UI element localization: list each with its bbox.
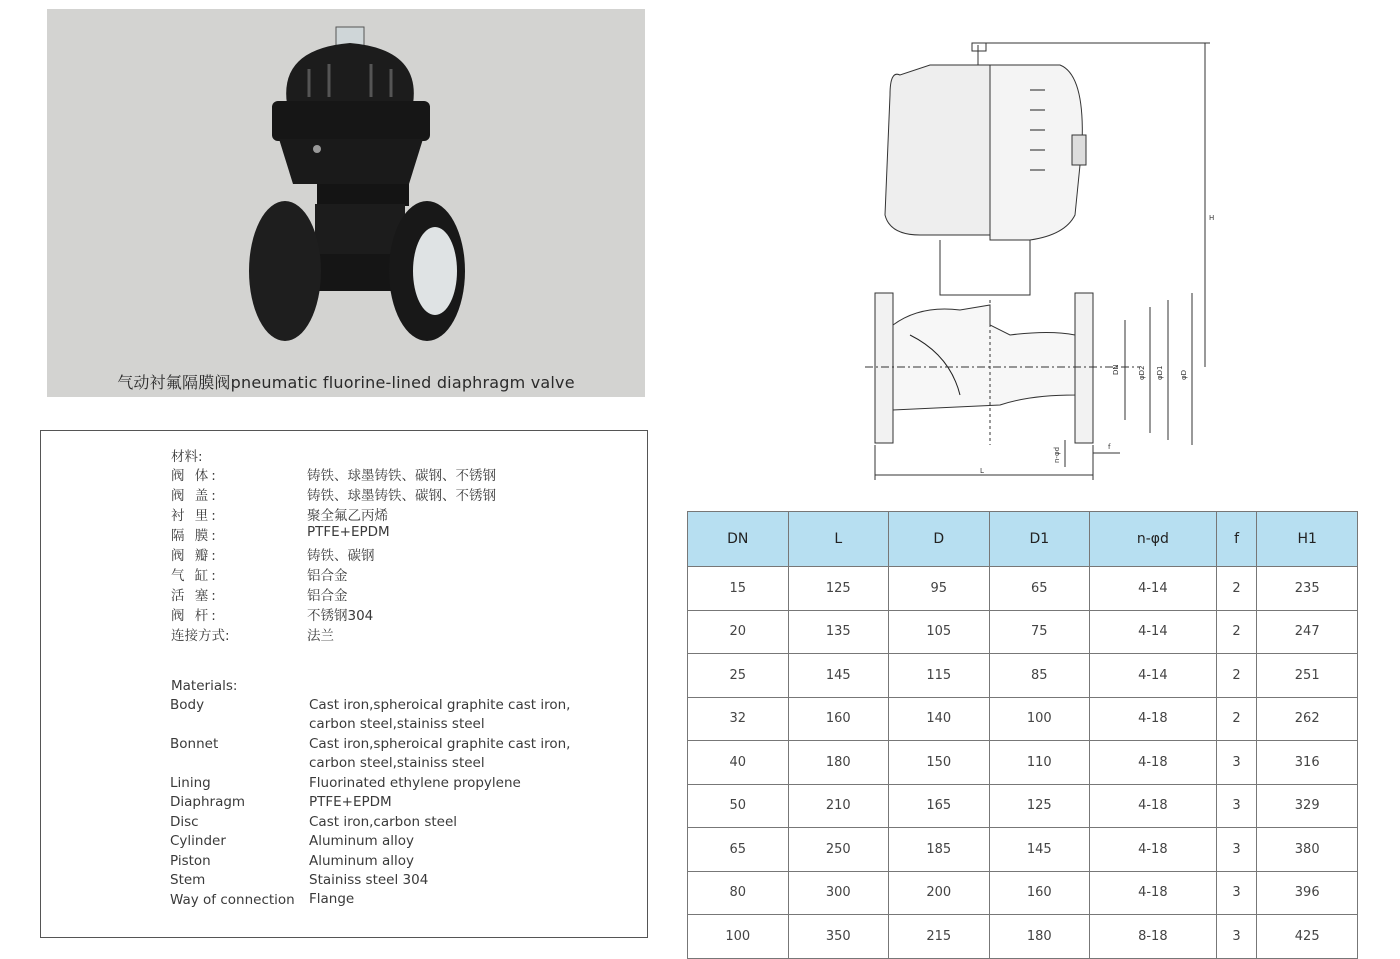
en-value: Stainiss steel 304 — [309, 872, 429, 888]
actuator-lower — [279, 139, 423, 184]
table-cell: 250 — [788, 828, 889, 872]
en-value-line2: carbon steel,stainiss steel — [309, 755, 485, 771]
cn-key: 阀 体: — [171, 468, 219, 484]
right-flange-drawing — [1075, 293, 1093, 443]
side-port — [1072, 135, 1086, 165]
en-value: Cast iron,spheroical graphite cast iron, — [309, 697, 571, 713]
table-cell: 145 — [788, 654, 889, 698]
table-cell: 140 — [889, 697, 990, 741]
cn-key: 阀 瓣: — [171, 548, 219, 564]
table-cell: 3 — [1216, 784, 1257, 828]
table-cell: 2 — [1216, 567, 1257, 611]
table-cell: 160 — [989, 871, 1090, 915]
table-cell: 3 — [1216, 741, 1257, 785]
table-cell: 4-14 — [1090, 610, 1217, 654]
table-cell: 125 — [989, 784, 1090, 828]
table-cell: 80 — [688, 871, 789, 915]
table-cell: 251 — [1257, 654, 1358, 698]
cn-value: 铸铁、球墨铸铁、碳钢、不锈钢 — [307, 488, 496, 504]
en-key: Cylinder — [170, 833, 226, 849]
table-cell: 135 — [788, 610, 889, 654]
en-value: Cast iron,spheroical graphite cast iron, — [309, 736, 571, 752]
header-h1: H1 — [1257, 512, 1358, 567]
cn-key: 隔 膜: — [171, 528, 219, 544]
actuator-section — [990, 65, 1082, 240]
cn-value: 铝合金 — [307, 568, 348, 584]
table-cell: 4-18 — [1090, 697, 1217, 741]
table-cell: 350 — [788, 915, 889, 959]
cn-key: 阀 杆: — [171, 608, 219, 624]
indicator — [972, 43, 986, 51]
table-cell: 75 — [989, 610, 1090, 654]
table-cell: 180 — [788, 741, 889, 785]
label-f: f — [1108, 443, 1111, 451]
table-cell: 160 — [788, 697, 889, 741]
table-row — [688, 654, 1358, 698]
table-cell: 2 — [1216, 654, 1257, 698]
valve-photo-illustration — [47, 9, 645, 397]
table-cell: 8-18 — [1090, 915, 1217, 959]
header-dn: DN — [688, 512, 789, 567]
product-photo-panel — [47, 9, 645, 397]
table-cell: 2 — [1216, 697, 1257, 741]
actuator-ring — [272, 101, 430, 141]
table-cell: 300 — [788, 871, 889, 915]
cn-value: 铝合金 — [307, 588, 348, 604]
photo-caption: 气动衬氟隔膜阀pneumatic fluorine-lined diaphragm valve — [117, 373, 575, 392]
table-cell: 210 — [788, 784, 889, 828]
table-cell: 2 — [1216, 610, 1257, 654]
left-flange — [249, 201, 321, 341]
table-row — [688, 741, 1358, 785]
table-cell: 262 — [1257, 697, 1358, 741]
cn-value: 法兰 — [307, 628, 334, 644]
table-cell: 4-18 — [1090, 784, 1217, 828]
en-value-line2: carbon steel,stainiss steel — [309, 716, 485, 732]
table-cell: 165 — [889, 784, 990, 828]
en-key: Bonnet — [170, 736, 219, 752]
cn-key: 活 塞: — [171, 588, 219, 604]
table-cell: 20 — [688, 610, 789, 654]
cn-value: 铸铁、球墨铸铁、碳钢、不锈钢 — [307, 468, 496, 484]
table-cell: 3 — [1216, 871, 1257, 915]
label-d2: φD2 — [1138, 365, 1146, 380]
table-cell: 110 — [989, 741, 1090, 785]
table-cell: 4-14 — [1090, 567, 1217, 611]
header-d1: D1 — [989, 512, 1090, 567]
ptfe-lining — [413, 227, 457, 315]
table-cell: 95 — [889, 567, 990, 611]
specification-table — [687, 511, 1358, 959]
table-cell: 3 — [1216, 915, 1257, 959]
en-value: Aluminum alloy — [309, 833, 415, 849]
table-cell: 380 — [1257, 828, 1358, 872]
en-key: Piston — [170, 853, 211, 869]
label-d1: φD1 — [1156, 365, 1164, 380]
table-cell: 100 — [688, 915, 789, 959]
table-row — [688, 697, 1358, 741]
table-cell: 215 — [889, 915, 990, 959]
cn-value: 不锈钢304 — [307, 608, 374, 624]
en-key: Body — [170, 697, 205, 713]
table-cell: 25 — [688, 654, 789, 698]
materials-box — [40, 430, 648, 938]
cn-key: 衬 里: — [171, 508, 219, 524]
cn-value: 铸铁、碳钢 — [307, 548, 375, 564]
actuator-dome — [286, 43, 414, 104]
table-cell: 396 — [1257, 871, 1358, 915]
table-cell: 235 — [1257, 567, 1358, 611]
header-d: D — [889, 512, 990, 567]
en-key: Stem — [170, 872, 206, 888]
table-cell: 3 — [1216, 828, 1257, 872]
table-cell: 145 — [989, 828, 1090, 872]
actuator-outline — [885, 65, 990, 235]
table-cell: 115 — [889, 654, 990, 698]
table-cell: 125 — [788, 567, 889, 611]
bonnet — [317, 184, 409, 206]
table-row — [688, 610, 1358, 654]
table-cell: 32 — [688, 697, 789, 741]
air-port — [313, 145, 321, 153]
table-cell: 50 — [688, 784, 789, 828]
label-nd: n-φd — [1053, 446, 1061, 463]
en-key: Way of connection — [170, 892, 295, 908]
label-h: H — [1209, 214, 1215, 222]
bonnet-outline — [940, 240, 1030, 295]
table-row — [688, 828, 1358, 872]
materials-en-title: Materials: — [171, 678, 238, 694]
table-cell: 4-18 — [1090, 741, 1217, 785]
cn-key: 连接方式: — [171, 628, 230, 644]
label-l: L — [980, 467, 984, 475]
left-flange-drawing — [875, 293, 893, 443]
table-cell: 4-18 — [1090, 828, 1217, 872]
table-cell: 185 — [889, 828, 990, 872]
materials-cn-title: 材料: — [171, 449, 203, 465]
table-cell: 105 — [889, 610, 990, 654]
table-row — [688, 567, 1358, 611]
table-header-row — [688, 512, 1358, 567]
en-value: Fluorinated ethylene propylene — [309, 775, 521, 791]
table-cell: 180 — [989, 915, 1090, 959]
table-cell: 425 — [1257, 915, 1358, 959]
table-cell: 100 — [989, 697, 1090, 741]
en-value: Cast iron,carbon steel — [309, 814, 458, 830]
cn-value: 聚全氟乙丙烯 — [307, 508, 388, 524]
table-cell: 150 — [889, 741, 990, 785]
en-value: Aluminum alloy — [309, 853, 415, 869]
table-cell: 4-14 — [1090, 654, 1217, 698]
table-cell: 247 — [1257, 610, 1358, 654]
technical-drawing — [860, 35, 1240, 485]
label-d: φD — [1180, 369, 1188, 380]
en-key: Disc — [170, 814, 199, 830]
table-cell: 329 — [1257, 784, 1358, 828]
table-row — [688, 871, 1358, 915]
cn-value: PTFE+EPDM — [307, 524, 390, 540]
table-row — [688, 784, 1358, 828]
table-cell: 4-18 — [1090, 871, 1217, 915]
table-cell: 85 — [989, 654, 1090, 698]
table-cell: 15 — [688, 567, 789, 611]
header-l: L — [788, 512, 889, 567]
en-key: Lining — [170, 775, 211, 791]
table-cell: 40 — [688, 741, 789, 785]
header-f: f — [1216, 512, 1257, 567]
header-nd: n-φd — [1090, 512, 1217, 567]
label-dn: DN — [1112, 364, 1120, 375]
table-cell: 65 — [989, 567, 1090, 611]
table-row — [688, 915, 1358, 959]
table-cell: 65 — [688, 828, 789, 872]
en-value: Flange — [309, 891, 355, 907]
table-cell: 316 — [1257, 741, 1358, 785]
en-value: PTFE+EPDM — [309, 794, 392, 810]
cn-key: 气 缸: — [171, 568, 219, 584]
en-key: Diaphragm — [170, 794, 246, 810]
table-cell: 200 — [889, 871, 990, 915]
valve-body-drawing — [893, 305, 1075, 410]
cn-key: 阀 盖: — [171, 488, 219, 504]
